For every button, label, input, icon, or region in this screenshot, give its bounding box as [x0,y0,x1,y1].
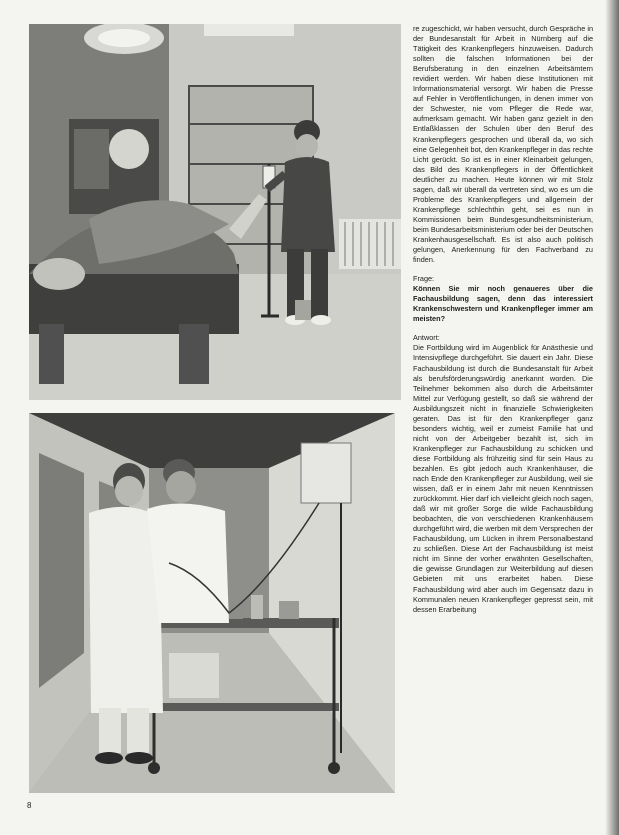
photo-corridor-trolley [29,413,395,793]
scan-edge-shadow [605,0,619,835]
question-text: Können Sie mir noch genaueres über die Fachausbildung sagen, denn das interessiert Krankenschwestern und Krankenpfleger immer am meisten? [413,284,593,324]
answer-label: Antwort: [413,333,440,343]
photo-bottom-illustration [29,413,395,793]
article-text-column [413,24,593,615]
article-paragraph-continued: re zugeschickt, wir haben versucht, durch Gespräche in der Bundesanstalt für Arbeit in Nürnberg auf die Tätigkeit des Krankenpflegers hinzuweisen. Dadurch sollten die falschen Informationen bei der Berufsberatung in den einzelnen Arbeitsämtern revidiert werden. Wir haben diese Institutionen mit Informationsmaterial versorgt. Wir haben die Presse auf Fehler in Veröffentlichungen, in denen immer von der Schwester, nie vom Pfleger die Rede war, aufmerksam gemacht. Wir haben ganz gezielt in den Entlaßklassen der Schulen über den Beruf des Krankenpflegers gesprochen und überall da, wo sich eine Gelegenheit bot, den Krankenpfleger in das rechte Licht gerückt. So ist es in einer Kleinarbeit gelungen, das Bild des Krankenpflegers in der Öffentlichkeit deutlicher zu machen. Heute können wir mit Stolz sagen, daß wir überall da vertreten sind, wo es um die Probleme des Krankenpflegers und allgemein der Krankenpflege schlechthin geht, sei es nun in Kommissionen beim Bundesgesundheitsministerium, beim Bundesarbeitsministerium oder bei der Deutschen Krankenhausgesellschaft. Es ist also auch politisch gelungen, Anerkennung für den Fachverband zu finden. [413,24,593,265]
answer-text: Die Fortbildung wird im Augenblick für Anästhesie und Intensivpflege durchgeführt. Sie dauert ein Jahr. Diese Fachausbildung ist durch die Bundesanstalt für Arbeit als berufsförderungswürdig anerkannt worden. Die Teilnehmer bekommen also durch die Arbeitsämter Mittel zur Verfügung gestellt, so daß sie während der Ausbildungszeit nicht in finanzielle Schwierigkeiten geraten. Das ist für den Krankenpfleger ganz besonders wichtig, weil er zumeist Familie hat und nicht von der Arbeitgeber bezahlt ist, sich im Krankenpfleger zur Fachausbildung zu schicken und diese Fortbildung als frühzeitig sind für sein Haus zu bezahlen. Es gibt jedoch auch Krankenhäuser, die nach Ende den Krankenpfleger zur Ausbildung, weil sie wissen, daß er in einem Jahr mit neuen Kenntnissen zurückkommt. Hier darf ich vielleicht gleich noch sagen, daß wir mit großer Sorge die wilde Fachausbildung beobachten, die von verschiedenen Krankenhäusern durchgeführt wird, die werben mit dem Versprechen der Fachausbildung, um Lücken in ihrem Personalbestand zu schließen. Diese Art der Fachausbildung ist meist nicht im Sinne der vorher erwähnten Gesellschaften, die gewisse Grundlagen zur Weiterbildung auf diesen Gebieten mit uns erarbeitet haben. Diese Fachausbildung wird aber auch im Gegensatz dazu in Kommunalen neuen Krankenpfleger gepresst sein, mit dessen Erarbeitung [413,343,593,614]
question-label: Frage: [413,274,435,284]
photo-patient-with-nurse [29,24,401,400]
page-number: 8 [27,801,32,810]
photo-top-illustration [29,24,401,400]
